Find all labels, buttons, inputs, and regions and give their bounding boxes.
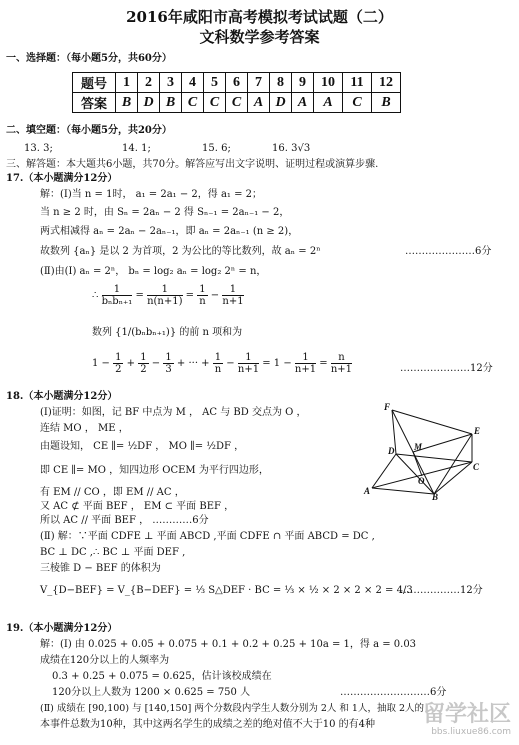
watermark-url: bbs.liuxue86.com — [431, 727, 511, 737]
figure-label: B — [432, 492, 439, 500]
q19-heading: 19.（本小题满分12分） — [6, 623, 118, 634]
q18-line: BC ⊥ DC ,∴ BC ⊥ 平面 DEF , — [40, 547, 186, 558]
q19-score-marker: ………………………6分 — [340, 687, 447, 698]
answer-table-answer-row — [73, 93, 401, 113]
section-multiple-choice — [6, 52, 172, 65]
q19-line: 120分以上人数为 1200 × 0.625 = 750 人 — [52, 687, 251, 698]
figure-label: M — [414, 442, 423, 452]
figure-label: D — [388, 446, 395, 456]
q18-line: (Ⅱ) 解：∵平面 CDFE ⊥ 平面 ABCD ,平面 CDFE ∩ 平面 ABCD = DC , — [40, 531, 375, 542]
answer-cell: A — [248, 93, 270, 113]
section-label: 二、填空题： — [6, 125, 66, 136]
q18-score-marker: ………………12分 — [400, 585, 483, 596]
q17-line: 解：(Ⅰ)当 n = 1时， a₁ = 2a₁ − 2，得 a₁ = 2； — [40, 189, 263, 200]
q17-score-marker: …………………6分 — [405, 246, 492, 257]
question-number: 8 — [270, 73, 292, 93]
q17-line: 两式相减得 aₙ = 2aₙ − 2aₙ₋₁，即 aₙ = 2aₙ₋₁ (n ≥ 2)， — [40, 226, 299, 237]
question-number: 7 — [248, 73, 270, 93]
figure-label: O — [418, 476, 425, 486]
q18-line: 由题设知， CE ∥= ½DF ， MO ∥= ½DF ， — [40, 441, 245, 452]
question-number: 5 — [204, 73, 226, 93]
q18-line: 有 EM // CO ，即 EM // AC ， — [40, 487, 185, 498]
fill-answer-13: 13. 3; — [24, 143, 53, 154]
answer-table-number-row — [73, 73, 401, 93]
question-number: 2 — [138, 73, 160, 93]
question-number: 9 — [292, 73, 314, 93]
answer-cell: D — [138, 93, 160, 113]
q18-line: V_{D−BEF} = V_{B−DEF} = ⅓ S△DEF · BC = ⅓ × ½ × 2 × 2 × 2 = 4/3 — [40, 585, 413, 596]
q18-heading: 18.（本小题满分12分） — [6, 391, 118, 402]
q19-line: (Ⅱ) 成绩在 [90,100) 与 [140,150] 两个分数段内学生人数分别为 2人 和 1人，抽取 2人的 — [40, 703, 425, 714]
question-number: 12 — [372, 73, 401, 93]
q19-line: 0.3 + 0.25 + 0.075 = 0.625，估计该校成绩在 — [52, 671, 272, 682]
watermark — [361, 703, 511, 739]
question-number: 3 — [160, 73, 182, 93]
section-solutions-header: 三、解答题：本大题共6小题，共70分。解答应写出文字说明、证明过程或演算步骤. — [6, 159, 379, 170]
question-number: 10 — [314, 73, 343, 93]
section-info: （每小题5分，共60分） — [66, 53, 172, 64]
figure-label: C — [473, 462, 480, 472]
page-title: 2016年咸阳市高考模拟考试试题（二） — [126, 8, 393, 26]
answer-cell: A — [292, 93, 314, 113]
q18-line: 又 AC ⊄ 平面 BEF ， EM ⊂ 平面 BEF ， — [40, 501, 235, 512]
page-subtitle: 文科数学参考答案 — [199, 28, 320, 46]
q17-line: (Ⅱ)由(Ⅰ) aₙ = 2ⁿ， bₙ = log₂ aₙ = log₂ 2ⁿ = n， — [40, 266, 267, 277]
figure-label: E — [474, 426, 480, 436]
q18-line: 即 CE ∥= MO ，知四边形 OCEM 为平行四边形， — [40, 465, 269, 476]
table-header-cell: 答案 — [73, 93, 116, 113]
answer-cell: C — [226, 93, 248, 113]
q17-score-marker: …………………12分 — [400, 363, 493, 374]
answer-cell: C — [182, 93, 204, 113]
therefore-symbol: ∴ — [92, 290, 99, 301]
answer-cell: B — [372, 93, 401, 113]
q18-line: (Ⅰ)证明：如图，记 BF 中点为 M ， AC 与 BD 交点为 O ， — [40, 407, 307, 418]
fill-answer-15: 15. 6; — [202, 143, 231, 154]
question-number: 11 — [343, 73, 372, 93]
table-header-cell: 题号 — [73, 73, 116, 93]
q19-line: 本事件总数为10种，其中这两名学生的成绩之差的绝对值不大于10 的有4种 — [40, 719, 375, 730]
answer-cell: A — [314, 93, 343, 113]
q17-formula-2: 1 − $\frac{1}{2}$ + $\frac{1}{2}$ − $\frac{1}{3}$ + ··· + $\frac{1}{n}$ − $\frac{1}{n+1}$ = 1 − $\frac{1}{n+1}$ = $\frac{n}{n+1}$ — [92, 352, 353, 375]
q17-heading: 17.（本小题满分12分） — [6, 173, 118, 184]
q19-line: 解：(Ⅰ) 由 0.025 + 0.05 + 0.075 + 0.1 + 0.2 + 0.25 + 10a = 1，得 a = 0.03 — [40, 639, 417, 650]
question-number: 1 — [116, 73, 138, 93]
answer-cell: B — [116, 93, 138, 113]
section-fill-blank — [6, 124, 172, 137]
answer-table — [72, 72, 401, 113]
solid-geometry-figure — [362, 400, 480, 500]
q17-line: 当 n ≥ 2 时，由 Sₙ = 2aₙ − 2 得 Sₙ₋₁ = 2aₙ₋₁ − 2， — [40, 207, 290, 218]
section-info: （每小题5分，共20分） — [66, 125, 172, 136]
q17-formula-1: ∴ $\frac{1}{\text{bₙbₙ₊₁}}$ = $\frac{1}{n(n+1)}$ = $\frac{1}{n}$ − $\frac{1}{n+1}$ — [92, 284, 244, 307]
answer-cell: D — [270, 93, 292, 113]
question-number: 4 — [182, 73, 204, 93]
q18-line: 三棱锥 D − BEF 的体积为 — [40, 563, 161, 574]
q17-line: 数列 {1/(bₙbₙ₊₁)} 的前 n 项和为 — [92, 327, 243, 338]
answer-cell: B — [160, 93, 182, 113]
figure-label: A — [364, 486, 371, 496]
answer-cell: C — [204, 93, 226, 113]
answer-cell: C — [343, 93, 372, 113]
q17-line: 故数列 {aₙ} 是以 2 为首项，2 为公比的等比数列，故 aₙ = 2ⁿ — [40, 246, 321, 257]
q18-line: 连结 MO ， ME ， — [40, 423, 129, 434]
q19-line: 成绩在120分以上的人频率为 — [40, 655, 170, 666]
q18-line: 所以 AC // 平面 BEF ， …………6分 — [40, 515, 209, 526]
figure-label: F — [384, 402, 391, 412]
watermark-title: 留学社区 — [422, 702, 511, 727]
question-number: 6 — [226, 73, 248, 93]
fill-answer-14: 14. 1; — [122, 143, 151, 154]
fill-answer-16: 16. 3√3 — [272, 143, 311, 154]
section-label: 一、选择题： — [6, 53, 66, 64]
